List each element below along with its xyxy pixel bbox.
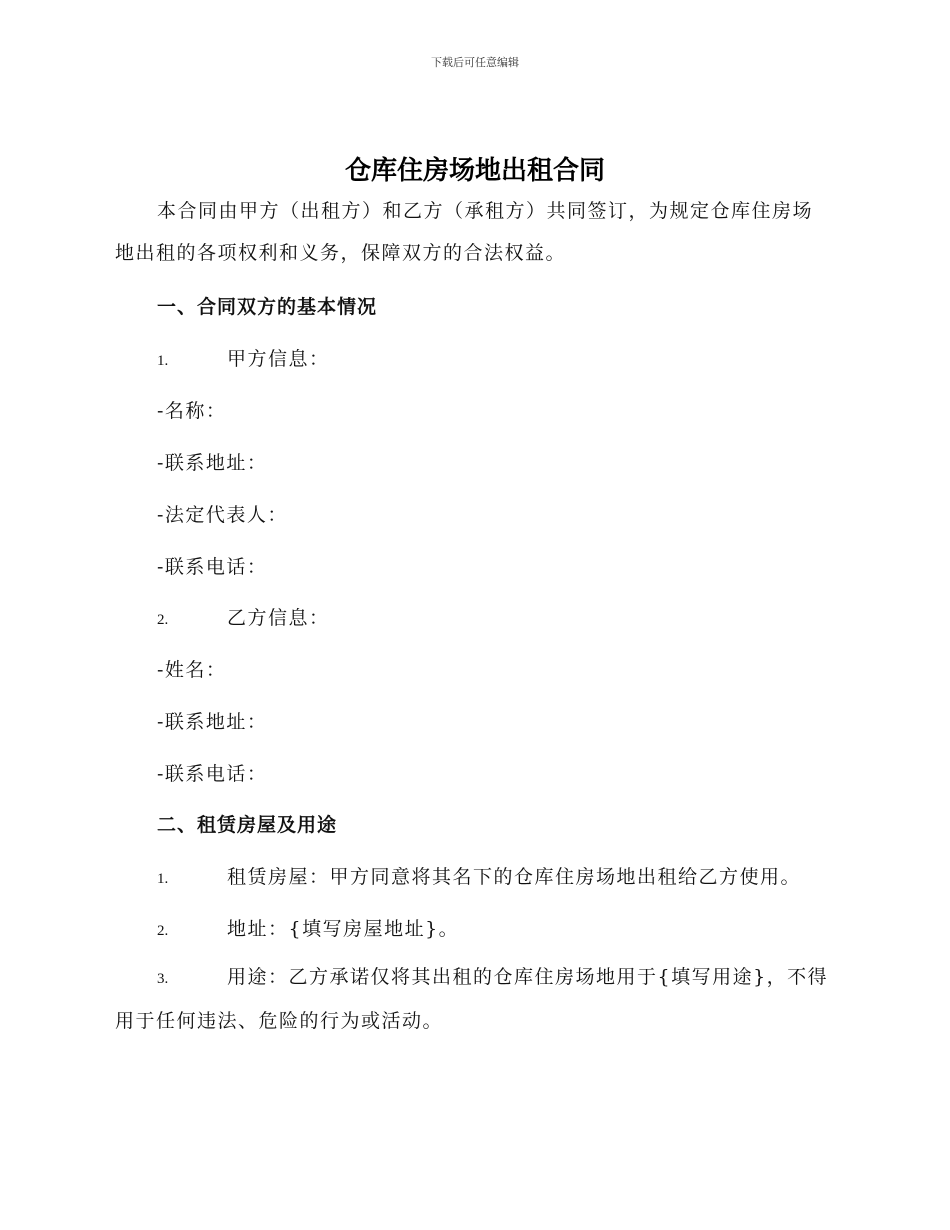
party-a-field-legal-rep: -法定代表人： bbox=[157, 504, 288, 526]
rental-item-1-text: 租赁房屋：甲方同意将其名下的仓库住房场地出租给乙方使用。 bbox=[227, 866, 802, 888]
rental-item-2-number: 2. bbox=[157, 923, 169, 939]
rental-item-3-text: 用途：乙方承诺仅将其出租的仓库住房场地用于{填写用途}，不得用于任何违法、危险的行为或活动。 bbox=[115, 966, 829, 1032]
party-b-number: 2. bbox=[157, 612, 169, 628]
section-2-heading: 二、租赁房屋及用途 bbox=[157, 814, 338, 836]
party-b-field-address: -联系地址： bbox=[157, 711, 268, 733]
rental-item-2-text: 地址：{填写房屋地址}。 bbox=[227, 918, 460, 940]
party-a-item bbox=[157, 344, 330, 371]
party-a-label: 甲方信息： bbox=[227, 348, 330, 370]
party-a-field-address: -联系地址： bbox=[157, 452, 268, 474]
section-1-heading: 一、合同双方的基本情况 bbox=[157, 296, 378, 318]
rental-item-3 bbox=[115, 956, 830, 1042]
rental-item-3-number: 3. bbox=[157, 971, 169, 987]
party-b-label: 乙方信息： bbox=[227, 607, 330, 629]
rental-item-2 bbox=[157, 914, 459, 941]
intro-paragraph: 本合同由甲方（出租方）和乙方（承租方）共同签订，为规定仓库住房场地出租的各项权利和义务，保障双方的合法权益。 bbox=[115, 200, 814, 264]
rental-item-1 bbox=[157, 862, 801, 889]
party-b-field-name: -姓名： bbox=[157, 659, 227, 681]
rental-item-1-number: 1. bbox=[157, 871, 169, 887]
header-note: 下载后可任意编辑 bbox=[431, 56, 519, 69]
party-a-field-name: -名称： bbox=[157, 400, 227, 422]
party-b-item bbox=[157, 603, 330, 630]
party-b-field-phone: -联系电话： bbox=[157, 763, 268, 785]
party-a-number: 1. bbox=[157, 353, 169, 369]
party-a-field-phone: -联系电话： bbox=[157, 556, 268, 578]
document-title: 仓库住房场地出租合同 bbox=[344, 156, 605, 186]
